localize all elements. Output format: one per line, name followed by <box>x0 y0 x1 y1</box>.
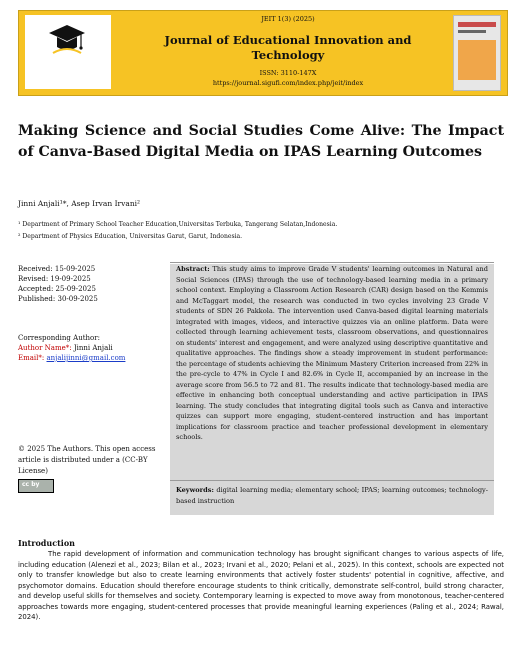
abstract-label: Abstract: <box>176 265 210 273</box>
keywords-text: digital learning media; elementary school; IPAS; learning outcomes; technology-based instruction <box>176 486 488 505</box>
journal-url[interactable]: https://journal.sigufi.com/index.php/jeit/index <box>212 79 364 87</box>
journal-issn: ISSN: 3110-147X <box>259 69 317 77</box>
abstract-paragraph <box>176 264 488 443</box>
introduction-paragraph: The rapid development of information and communication technology has brought significant changes to various aspects of life, including education (Alenezi et al., 2023; Bilan et al., 2023; Irvani et al., 2020; Pelani et al., 2025). In this context, schools are expected not only to transfer knowledge but also to create learning environments that actively foster students' potential in cognitive, affective, and psychomotor domains. Education should therefore encourage students to think critically, demonstrate self-control, build strong character, and develop useful skills for themselves and society. Contemporary learning is expected to move away from monotonous, teacher-centered approaches towards more engaging, student-centered processes that provide meaningful learning experiences (Paling et al., 2024; Rawal, 2024). <box>18 550 504 621</box>
abstract-text: This study aims to improve Grade V students' learning outcomes in Natural and Social Sciences (IPAS) through the use of technology-based learning media in a primary school context. Employing a Classroom Action Research (CAR) design based on the Kemmis and McTaggart model, the research was conducted in two cycles involving 23 Grade V students of SDN 26 Pakkola. The intervention used Canva-based digital learning materials integrated with images, videos, and interactive quizzes via an online platform. Data were collected through learning achievement tests, classroom observations, and questionnaires on students' interest and engagement, and were analyzed using descriptive quantitative and qualitative approaches. The findings show a steady improvement in student performance: the percentage of students achieving the Minimum Mastery Criterion increased from 22% in the pre-cycle to 47% in Cycle I and 82.6% in Cycle II, accompanied by an increase in the average score from 56.5 to 72 and 81. The results indicate that technology-based media are effective in enhancing both conceptual understanding and active participation in IPAS learning. The study concludes that integrating digital tools such as Canva and interactive quizzes can support more engaging, student-centered instruction and has important implications for classroom practice and teacher professional development in elementary schools. <box>176 265 488 441</box>
author-list: Jinni Anjali¹*, Asep Irvan Irvani² <box>18 199 141 208</box>
paper-title: Making Science and Social Studies Come Alive: The Impact of Canva-Based Digital Media on IPAS Learning Outcomes <box>18 123 504 160</box>
email-label: Email*: <box>18 354 45 362</box>
journal-title <box>115 33 461 63</box>
cover-image <box>458 40 496 80</box>
article-history <box>18 264 160 304</box>
corresponding-author-block <box>18 333 160 363</box>
author-name: Jinni Anjali <box>73 344 113 352</box>
affiliation-2: ² Department of Physics Education, Universitas Garut, Garut, Indonesia. <box>18 233 243 240</box>
license-statement: © 2025 The Authors. This open access article is distributed under a (CC-BY License) <box>18 445 156 475</box>
published-date: Published: 30-09-2025 <box>18 295 98 303</box>
journal-cover-thumbnail <box>453 15 501 91</box>
author-name-label: Author Name*: <box>18 344 72 352</box>
abstract-box <box>170 264 494 515</box>
revised-date: Revised: 19-09-2025 <box>18 275 91 283</box>
cc-by-license-badge[interactable] <box>18 479 54 493</box>
corresponding-label: Corresponding Author: <box>18 334 100 342</box>
affiliation-1: ¹ Department of Primary School Teacher Education,Universitas Terbuka, Tangerang Selatan,Indonesia. <box>18 221 338 228</box>
graduation-cap-icon <box>47 19 87 59</box>
cover-subtitle-bar <box>458 30 486 33</box>
email-link[interactable]: anjalijinni@gmail.com <box>46 354 126 362</box>
keywords-divider <box>170 480 494 481</box>
abstract-divider-top <box>170 262 494 263</box>
journal-title-line-1: Journal of Educational Innovation and <box>164 33 412 47</box>
journal-issue: JEIT 1(3) (2025) <box>261 15 315 23</box>
accepted-date: Accepted: 25-09-2025 <box>18 285 96 293</box>
author-name-row <box>18 343 160 353</box>
journal-header <box>18 10 508 96</box>
email-row <box>18 353 160 363</box>
keywords-block <box>170 485 494 506</box>
cover-title-bar <box>458 22 496 27</box>
journal-logo <box>25 15 111 89</box>
cc-badge-text: cc by <box>22 481 40 488</box>
introduction-heading: Introduction <box>18 538 75 548</box>
received-date: Received: 15-09-2025 <box>18 265 96 273</box>
journal-title-line-2: Technology <box>251 48 325 62</box>
keywords-label: Keywords: <box>176 486 214 494</box>
